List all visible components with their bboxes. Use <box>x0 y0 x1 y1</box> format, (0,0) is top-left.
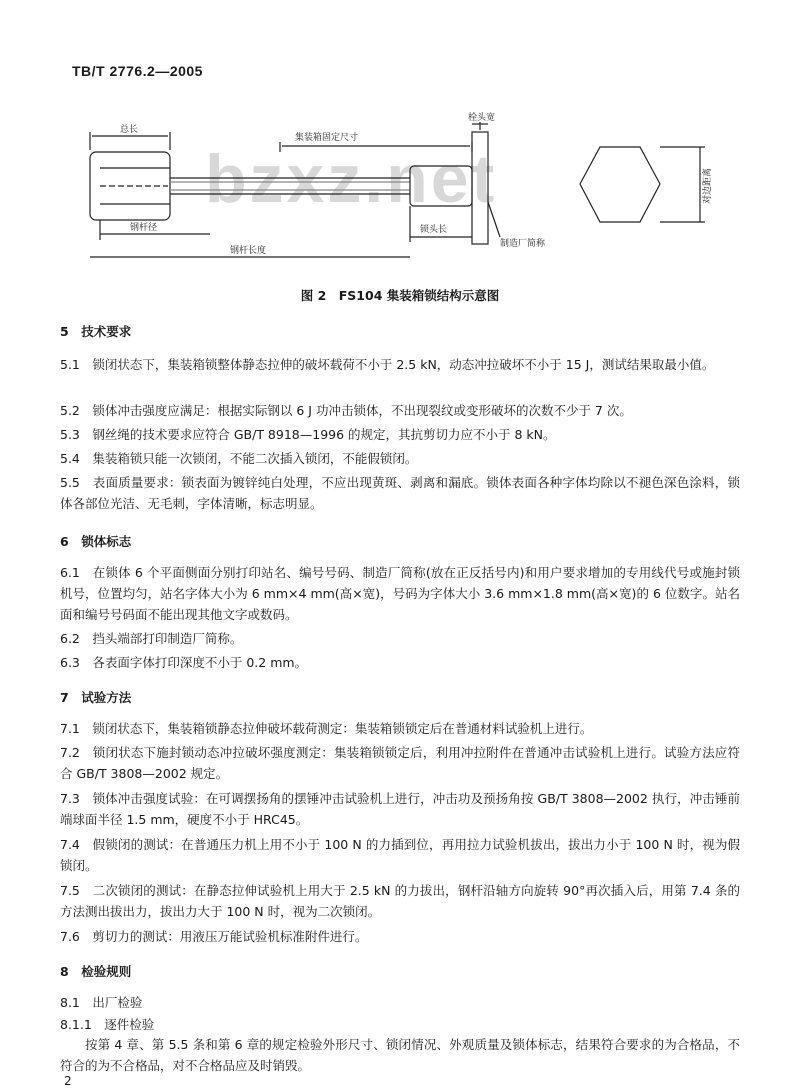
paragraph: 5.3 钢丝绳的技术要求应符合 GB/T 8918—1996 的规定，其抗剪切力应不小于 8 kN。 <box>60 427 556 442</box>
head-flange-shape <box>472 132 488 244</box>
paragraph: 5.5 表面质量要求：锁表面为镀锌纯白处理，不应出现黄斑、剥离和漏底。锁体表面各种字体均除以不褪色深色涂料，锁体各部位光洁、无毛刺，字体清晰，标志明显。 <box>60 475 740 511</box>
label-assembly-size: 集装箱固定尺寸 <box>295 133 359 143</box>
paragraph: 7.5 二次锁闭的测试：在静态拉伸试验机上用大于 2.5 kN 的力拔出，钢杆沿轴方向旋转 90°再次插入后，用第 7.4 条的方法测出拔出力，拔出力大于 100 N 时，视为二次锁闭。 <box>60 883 740 919</box>
label-overall-length: 总长 <box>120 125 139 135</box>
paragraph: 5.2 锁体冲击强度应满足：根据实际钢以 6 J 功冲击锁体，不出现裂纹或变形破坏的次数不少于 7 次。 <box>60 403 632 418</box>
paragraph: 7.4 假锁闭的测试：在普通压力机上用不小于 100 N 的力插到位，再用拉力试验机拔出，拔出力小于 100 N 时，视为假锁闭。 <box>60 837 740 873</box>
document-code-header: TB/T 2776.2—2005 <box>72 63 203 79</box>
paragraph: 7.3 锁体冲击强度试验：在可调摆扬角的摆锤冲击试验机上进行，冲击功及预扬角按 GB/T 3808—2002 执行，冲击锤前端球面半径 1.5 mm，硬度不小于 HRC45。 <box>60 791 740 827</box>
paragraph: 5.1 锁闭状态下，集装箱锁整体静态拉伸的破坏载荷不小于 2.5 kN，动态冲拉破坏不小于 15 J，测试结果取最小值。 <box>60 357 715 372</box>
paragraph: 7.1 锁闭状态下，集装箱锁静态拉伸破坏载荷测定：集装箱锁锁定后在普通材料试验机上进行。 <box>60 721 593 736</box>
paragraph: 按第 4 章、第 5.5 条和第 6 章的规定检验外形尺寸、锁闭情况、外观质量及锁体标志，结果符合要求的为合格品，不符合的为不合格品，对不合格品应及时销毁。 <box>60 1037 740 1073</box>
page-number: 2 <box>64 1074 72 1088</box>
paragraph: 5.4 集装箱锁只能一次锁闭，不能二次插入锁闭，不能假锁闭。 <box>60 451 418 466</box>
subsection-title: 8.1 出厂检验 <box>60 995 143 1010</box>
section-title: 8 检验规则 <box>60 964 132 979</box>
label-head-width: 栓头宽 <box>468 113 496 123</box>
paragraph: 7.2 锁闭状态下施封锁动态冲拉破坏强度测定：集装箱锁锁定后，利用冲拉附件在普通冲击试验机上进行。试验方法应符合 GB/T 3808—2002 规定。 <box>60 745 740 781</box>
label-hex-size: 对边距离 <box>703 167 713 204</box>
label-rod-diameter: 钢杆径 <box>130 223 158 233</box>
watermark: bzxz.net <box>205 141 498 217</box>
figure-caption: 图 2 FS104 集装箱锁结构示意图 <box>300 288 500 303</box>
lock-structure-figure <box>80 112 740 272</box>
hexagon-shape <box>580 147 660 222</box>
paragraph: 6.1 在锁体 6 个平面侧面分别打印站名、编号号码、制造厂简称(放在正反括号内)和用户要求增加的专用线代号或施封锁机号，位置均匀，站名字体大小为 6 mm×4 mm(高×宽)，号码为字体大小 3.6 mm×1.8 mm(高×宽)的 6 位数字。站名面和编号号码面不能出现其他文字或数码。 <box>60 565 740 622</box>
lock-head-shape <box>410 166 472 206</box>
paragraph: 6.2 挡头端部打印制造厂简称。 <box>60 631 243 646</box>
section-title: 7 试验方法 <box>60 690 132 705</box>
paragraph: 7.6 剪切力的测试：用液压万能试验机标准附件进行。 <box>60 929 368 944</box>
paragraph: 6.3 各表面字体打印深度不小于 0.2 mm。 <box>60 655 308 670</box>
section-title: 5 技术要求 <box>60 324 132 339</box>
lock-diagram <box>80 112 740 272</box>
label-rod-length: 钢杆长度 <box>230 246 267 256</box>
label-mfr-name: 制造厂简称 <box>500 239 546 249</box>
label-lock-head: 锁头长 <box>420 225 448 235</box>
section-title: 6 锁体标志 <box>60 534 132 549</box>
subsection-title: 8.1.1 逐件检验 <box>60 1017 155 1032</box>
